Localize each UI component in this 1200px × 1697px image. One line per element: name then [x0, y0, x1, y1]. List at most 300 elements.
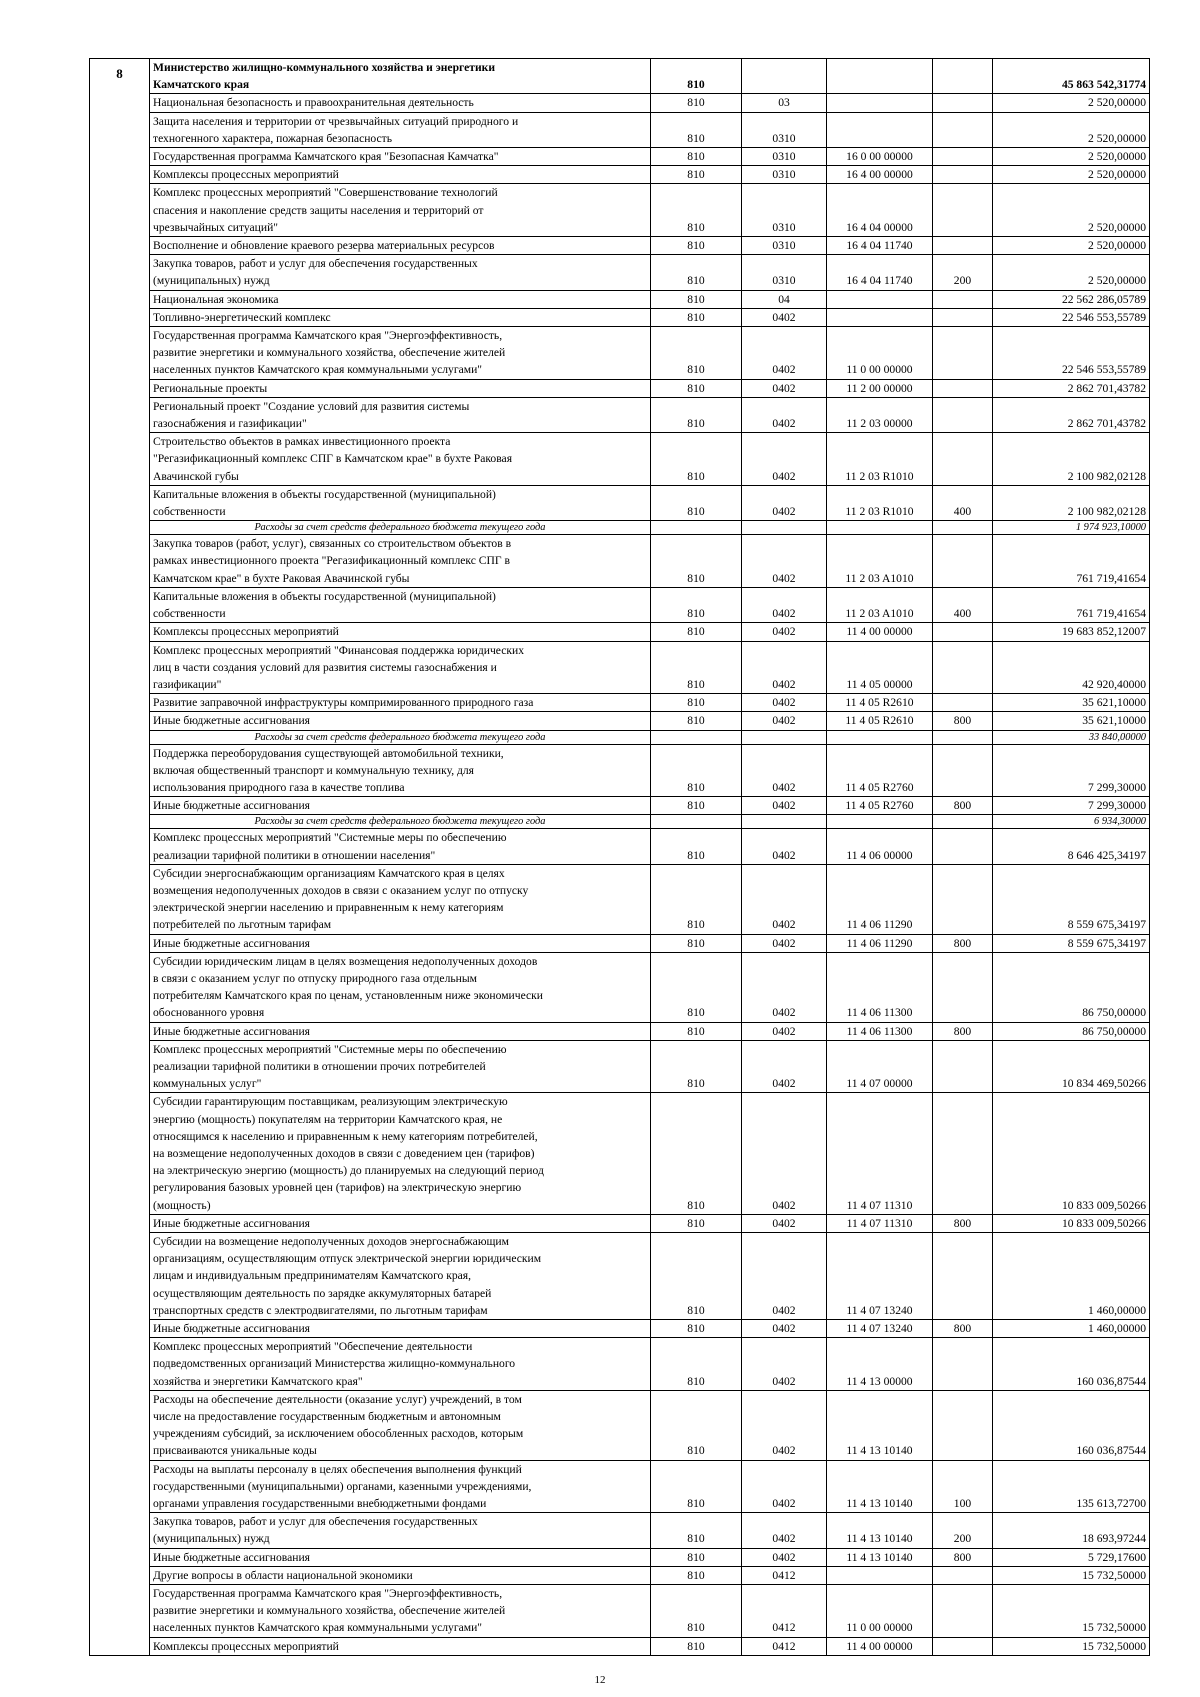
- expense-type-cell: 800: [933, 797, 993, 815]
- target-article-cell: [827, 815, 933, 829]
- ved-cell: 810: [651, 290, 742, 308]
- expense-type-cell: [933, 1566, 993, 1584]
- item-name-cell: Комплекс процессных мероприятий "Системные меры по обеспечению реализации тарифной политики в отношении населения": [150, 829, 651, 864]
- target-article-cell: 11 0 00 00000: [827, 1585, 933, 1638]
- amount-cell: 2 520,00000: [993, 237, 1150, 255]
- ved-cell: 810: [651, 1040, 742, 1093]
- expense-type-cell: 200: [933, 1513, 993, 1548]
- target-article-cell: 16 4 04 00000: [827, 184, 933, 237]
- ved-cell: 810: [651, 1093, 742, 1214]
- item-name-cell: Иные бюджетные ассигнования: [150, 1548, 651, 1566]
- section-cell: 0402: [742, 934, 827, 952]
- expense-type-cell: [933, 744, 993, 797]
- amount-cell: 5 729,17600: [993, 1548, 1150, 1566]
- section-cell: 0402: [742, 379, 827, 397]
- section-cell: [742, 815, 827, 829]
- table-row: [90, 829, 1150, 864]
- target-article-cell: 16 4 04 11740: [827, 237, 933, 255]
- ved-cell: 810: [651, 94, 742, 112]
- table-row: [90, 1566, 1150, 1584]
- section-cell: 0402: [742, 485, 827, 520]
- item-name-cell: Комплексы процессных мероприятий: [150, 623, 651, 641]
- item-name-cell: Другие вопросы в области национальной экономики: [150, 1566, 651, 1584]
- table-row: [90, 1585, 1150, 1638]
- ved-cell: 810: [651, 623, 742, 641]
- section-number: 8: [90, 59, 150, 1656]
- amount-cell: 2 520,00000: [993, 166, 1150, 184]
- expense-type-cell: [933, 535, 993, 588]
- expense-type-cell: 800: [933, 934, 993, 952]
- amount-cell: 8 646 425,34197: [993, 829, 1150, 864]
- expense-type-cell: [933, 1585, 993, 1638]
- section-cell: 0310: [742, 255, 827, 290]
- target-article-cell: [827, 730, 933, 744]
- item-name-cell: Закупка товаров (работ, услуг), связанных со строительством объектов в рамках инвестиционного проекта "Регазификационный комплекс СПГ в Камчатском крае" в бухте Раковая Авачинской губы: [150, 535, 651, 588]
- table-row: [90, 712, 1150, 730]
- item-name-cell: Субсидии юридическим лицам в целях возмещения недополученных доходов в связи с оказанием услуг по отпуску природного газа отдельным потребителям Камчатского края по ценам, установленным ниже экономически обоснованного уровня: [150, 952, 651, 1022]
- target-article-cell: [827, 59, 933, 94]
- federal-funds-row: [90, 815, 1150, 829]
- table-row: [90, 1513, 1150, 1548]
- item-name-cell: Комплекс процессных мероприятий "Обеспечение деятельности подведомственных организаций Министерства жилищно-коммунального хозяйства и энергетики Камчатского края": [150, 1338, 651, 1391]
- section-cell: 0310: [742, 184, 827, 237]
- section-cell: 0402: [742, 535, 827, 588]
- section-cell: 0402: [742, 797, 827, 815]
- table-row: [90, 485, 1150, 520]
- amount-cell: 15 732,50000: [993, 1566, 1150, 1584]
- section-cell: 0402: [742, 641, 827, 694]
- target-article-cell: [827, 112, 933, 147]
- ved-cell: 810: [651, 327, 742, 380]
- target-article-cell: [827, 521, 933, 535]
- table-row: [90, 623, 1150, 641]
- section-cell: 0412: [742, 1585, 827, 1638]
- expense-type-cell: [933, 308, 993, 326]
- section-cell: 0402: [742, 1214, 827, 1232]
- item-name-cell: Региональные проекты: [150, 379, 651, 397]
- ved-cell: 810: [651, 1338, 742, 1391]
- section-cell: 0412: [742, 1637, 827, 1655]
- ved-cell: 810: [651, 1233, 742, 1320]
- expense-type-cell: [933, 730, 993, 744]
- section-cell: 0402: [742, 433, 827, 486]
- amount-cell: 22 546 553,55789: [993, 308, 1150, 326]
- amount-cell: 22 562 286,05789: [993, 290, 1150, 308]
- target-article-cell: 11 4 07 13240: [827, 1233, 933, 1320]
- ved-cell: 810: [651, 379, 742, 397]
- section-cell: 03: [742, 94, 827, 112]
- expense-type-cell: [933, 815, 993, 829]
- expense-type-cell: 800: [933, 1548, 993, 1566]
- target-article-cell: 11 4 13 10140: [827, 1390, 933, 1460]
- expense-type-cell: 400: [933, 587, 993, 622]
- target-article-cell: 11 4 00 00000: [827, 623, 933, 641]
- table-row: [90, 433, 1150, 486]
- target-article-cell: 11 4 07 00000: [827, 1040, 933, 1093]
- table-row: [90, 184, 1150, 237]
- amount-cell: 33 840,00000: [993, 730, 1150, 744]
- section-cell: 0402: [742, 327, 827, 380]
- expense-type-cell: 800: [933, 712, 993, 730]
- target-article-cell: 11 4 06 00000: [827, 829, 933, 864]
- item-name-cell: Расходы на обеспечение деятельности (оказание услуг) учреждений, в том числе на предоставление государственным бюджетным и автономным учреждениям субсидий, за исключением обособленных расходов, которым присваиваются уникальные коды: [150, 1390, 651, 1460]
- amount-cell: 45 863 542,31774: [993, 59, 1150, 94]
- table-row: [90, 535, 1150, 588]
- amount-cell: 10 833 009,50266: [993, 1214, 1150, 1232]
- ved-cell: 810: [651, 535, 742, 588]
- table-row: [90, 112, 1150, 147]
- section-cell: [742, 521, 827, 535]
- item-name-cell: Государственная программа Камчатского края "Энергоэффективность, развитие энергетики и коммунального хозяйства, обеспечение жителей населенных пунктов Камчатского края коммунальными услугами": [150, 1585, 651, 1638]
- expense-type-cell: [933, 1093, 993, 1214]
- amount-cell: 2 520,00000: [993, 112, 1150, 147]
- item-name-cell: Комплексы процессных мероприятий: [150, 166, 651, 184]
- table-row: [90, 94, 1150, 112]
- amount-cell: 160 036,87544: [993, 1390, 1150, 1460]
- amount-cell: 6 934,30000: [993, 815, 1150, 829]
- ved-cell: 810: [651, 112, 742, 147]
- target-article-cell: 11 0 00 00000: [827, 327, 933, 380]
- amount-cell: 2 862 701,43782: [993, 397, 1150, 432]
- table-body: [90, 59, 1150, 1656]
- item-name-cell: Иные бюджетные ассигнования: [150, 712, 651, 730]
- table-row: [90, 290, 1150, 308]
- target-article-cell: 11 4 05 R2610: [827, 694, 933, 712]
- item-name-cell: Топливно-энергетический комплекс: [150, 308, 651, 326]
- item-name-cell: Национальная безопасность и правоохранительная деятельность: [150, 94, 651, 112]
- target-article-cell: 11 2 03 R1010: [827, 485, 933, 520]
- item-name-cell: Иные бюджетные ассигнования: [150, 1320, 651, 1338]
- expense-type-cell: [933, 290, 993, 308]
- table-row: [90, 1460, 1150, 1513]
- table-row: [90, 797, 1150, 815]
- target-article-cell: 11 4 05 R2610: [827, 712, 933, 730]
- expense-type-cell: [933, 1338, 993, 1391]
- expense-type-cell: [933, 148, 993, 166]
- ved-cell: 810: [651, 397, 742, 432]
- section-cell: 0402: [742, 1320, 827, 1338]
- item-name-cell: Закупка товаров, работ и услуг для обеспечения государственных (муниципальных) нужд: [150, 255, 651, 290]
- section-cell: 0402: [742, 864, 827, 934]
- item-name-cell: Капитальные вложения в объекты государственной (муниципальной) собственности: [150, 485, 651, 520]
- amount-cell: 35 621,10000: [993, 712, 1150, 730]
- item-name-cell: Расходы за счет средств федерального бюджета текущего года: [150, 521, 651, 535]
- section-cell: 0310: [742, 166, 827, 184]
- expense-type-cell: [933, 397, 993, 432]
- target-article-cell: 11 4 06 11300: [827, 1022, 933, 1040]
- section-cell: 0402: [742, 397, 827, 432]
- target-article-cell: 16 4 04 11740: [827, 255, 933, 290]
- amount-cell: 1 460,00000: [993, 1233, 1150, 1320]
- section-cell: 0402: [742, 1233, 827, 1320]
- ved-cell: 810: [651, 433, 742, 486]
- target-article-cell: [827, 1566, 933, 1584]
- item-name-cell: Комплекс процессных мероприятий "Системные меры по обеспечению реализации тарифной политики в отношении прочих потребителей коммунальных услуг": [150, 1040, 651, 1093]
- amount-cell: 42 920,40000: [993, 641, 1150, 694]
- table-row: [90, 59, 1150, 94]
- expense-type-cell: [933, 952, 993, 1022]
- ved-cell: 810: [651, 184, 742, 237]
- table-row: [90, 864, 1150, 934]
- amount-cell: 15 732,50000: [993, 1637, 1150, 1655]
- amount-cell: 15 732,50000: [993, 1585, 1150, 1638]
- ved-cell: 810: [651, 148, 742, 166]
- expense-type-cell: 100: [933, 1460, 993, 1513]
- amount-cell: 86 750,00000: [993, 952, 1150, 1022]
- section-cell: 0402: [742, 829, 827, 864]
- table-row: [90, 166, 1150, 184]
- amount-cell: 7 299,30000: [993, 797, 1150, 815]
- table-row: [90, 255, 1150, 290]
- section-cell: 0310: [742, 112, 827, 147]
- ved-cell: 810: [651, 952, 742, 1022]
- table-row: [90, 1320, 1150, 1338]
- target-article-cell: 11 4 05 R2760: [827, 744, 933, 797]
- target-article-cell: 11 4 05 00000: [827, 641, 933, 694]
- section-cell: 0402: [742, 1040, 827, 1093]
- table-row: [90, 379, 1150, 397]
- expense-type-cell: [933, 166, 993, 184]
- table-row: [90, 397, 1150, 432]
- ved-cell: 810: [651, 797, 742, 815]
- expense-type-cell: [933, 829, 993, 864]
- table-row: [90, 1390, 1150, 1460]
- target-article-cell: 11 4 07 11310: [827, 1093, 933, 1214]
- item-name-cell: Капитальные вложения в объекты государственной (муниципальной) собственности: [150, 587, 651, 622]
- target-article-cell: 11 2 03 A1010: [827, 535, 933, 588]
- target-article-cell: 11 4 00 00000: [827, 1637, 933, 1655]
- expense-type-cell: 800: [933, 1022, 993, 1040]
- ved-cell: 810: [651, 59, 742, 94]
- item-name-cell: Комплексы процессных мероприятий: [150, 1637, 651, 1655]
- item-name-cell: Закупка товаров, работ и услуг для обеспечения государственных (муниципальных) нужд: [150, 1513, 651, 1548]
- item-name-cell: Развитие заправочной инфраструктуры компримированного природного газа: [150, 694, 651, 712]
- amount-cell: 761 719,41654: [993, 535, 1150, 588]
- federal-funds-row: [90, 730, 1150, 744]
- target-article-cell: [827, 290, 933, 308]
- target-article-cell: 11 2 03 A1010: [827, 587, 933, 622]
- target-article-cell: 11 2 00 00000: [827, 379, 933, 397]
- ved-cell: 810: [651, 744, 742, 797]
- section-cell: 0402: [742, 694, 827, 712]
- section-cell: 0402: [742, 587, 827, 622]
- section-cell: 0310: [742, 148, 827, 166]
- expense-type-cell: [933, 433, 993, 486]
- ved-cell: 810: [651, 829, 742, 864]
- expense-type-cell: [933, 327, 993, 380]
- amount-cell: 86 750,00000: [993, 1022, 1150, 1040]
- item-name-cell: Иные бюджетные ассигнования: [150, 934, 651, 952]
- ved-cell: 810: [651, 712, 742, 730]
- amount-cell: 22 546 553,55789: [993, 327, 1150, 380]
- expense-type-cell: 800: [933, 1320, 993, 1338]
- table-row: [90, 1548, 1150, 1566]
- section-cell: 0402: [742, 744, 827, 797]
- item-name-cell: Региональный проект "Создание условий для развития системы газоснабжения и газификации": [150, 397, 651, 432]
- section-cell: 0402: [742, 1390, 827, 1460]
- target-article-cell: 11 2 03 00000: [827, 397, 933, 432]
- item-name-cell: Расходы на выплаты персоналу в целях обеспечения выполнения функций государственными (муниципальными) органами, казенными учреждениями, органами управления государственными внебюджетными фондами: [150, 1460, 651, 1513]
- target-article-cell: [827, 308, 933, 326]
- amount-cell: 35 621,10000: [993, 694, 1150, 712]
- ved-cell: 810: [651, 1548, 742, 1566]
- item-name-cell: Расходы за счет средств федерального бюджета текущего года: [150, 815, 651, 829]
- amount-cell: 8 559 675,34197: [993, 864, 1150, 934]
- expense-type-cell: 400: [933, 485, 993, 520]
- ved-cell: 810: [651, 1637, 742, 1655]
- ved-cell: 810: [651, 1566, 742, 1584]
- section-cell: [742, 730, 827, 744]
- amount-cell: 18 693,97244: [993, 1513, 1150, 1548]
- item-name-cell: Комплекс процессных мероприятий "Финансовая поддержка юридических лиц в части создания условий для развития системы газоснабжения и газификации": [150, 641, 651, 694]
- expense-type-cell: [933, 184, 993, 237]
- table-row: [90, 934, 1150, 952]
- expense-type-cell: [933, 641, 993, 694]
- target-article-cell: 11 4 05 R2760: [827, 797, 933, 815]
- amount-cell: 2 520,00000: [993, 148, 1150, 166]
- section-cell: 0402: [742, 712, 827, 730]
- amount-cell: 8 559 675,34197: [993, 934, 1150, 952]
- expense-type-cell: 800: [933, 1214, 993, 1232]
- amount-cell: 761 719,41654: [993, 587, 1150, 622]
- target-article-cell: 16 4 00 00000: [827, 166, 933, 184]
- target-article-cell: 11 4 07 11310: [827, 1214, 933, 1232]
- item-name-cell: Защита населения и территории от чрезвычайных ситуаций природного и техногенного характера, пожарная безопасность: [150, 112, 651, 147]
- table-row: [90, 1338, 1150, 1391]
- item-name-cell: Национальная экономика: [150, 290, 651, 308]
- expense-type-cell: [933, 1637, 993, 1655]
- item-name-cell: Строительство объектов в рамках инвестиционного проекта "Регазификационный комплекс СПГ в Камчатском крае" в бухте Раковая Авачинской губы: [150, 433, 651, 486]
- ved-cell: 810: [651, 1513, 742, 1548]
- ved-cell: 810: [651, 864, 742, 934]
- federal-funds-row: [90, 521, 1150, 535]
- ved-cell: 810: [651, 1022, 742, 1040]
- expense-type-cell: [933, 237, 993, 255]
- target-article-cell: 11 4 13 10140: [827, 1548, 933, 1566]
- section-cell: 0402: [742, 1022, 827, 1040]
- table-row: [90, 308, 1150, 326]
- ved-cell: 810: [651, 587, 742, 622]
- expense-type-cell: [933, 1390, 993, 1460]
- section-cell: 04: [742, 290, 827, 308]
- table-row: [90, 237, 1150, 255]
- table-row: [90, 587, 1150, 622]
- expense-type-cell: 200: [933, 255, 993, 290]
- item-name-cell: Иные бюджетные ассигнования: [150, 1214, 651, 1232]
- expense-type-cell: [933, 623, 993, 641]
- ved-cell: 810: [651, 166, 742, 184]
- ved-cell: 810: [651, 641, 742, 694]
- ved-cell: 810: [651, 255, 742, 290]
- amount-cell: 2 520,00000: [993, 94, 1150, 112]
- expense-type-cell: [933, 94, 993, 112]
- item-name-cell: Поддержка переоборудования существующей автомобильной техники, включая общественный транспорт и коммунальную технику, для использования природного газа в качестве топлива: [150, 744, 651, 797]
- item-name-cell: Восполнение и обновление краевого резерва материальных ресурсов: [150, 237, 651, 255]
- amount-cell: 1 974 923,10000: [993, 521, 1150, 535]
- amount-cell: 135 613,72700: [993, 1460, 1150, 1513]
- amount-cell: 7 299,30000: [993, 744, 1150, 797]
- item-name-cell: Государственная программа Камчатского края "Энергоэффективность, развитие энергетики и коммунального хозяйства, обеспечение жителей населенных пунктов Камчатского края коммунальными услугами": [150, 327, 651, 380]
- item-name-cell: Министерство жилищно-коммунального хозяйства и энергетики Камчатского края: [150, 59, 651, 94]
- amount-cell: 2 520,00000: [993, 184, 1150, 237]
- section-cell: 0412: [742, 1566, 827, 1584]
- amount-cell: 10 834 469,50266: [993, 1040, 1150, 1093]
- amount-cell: 2 100 982,02128: [993, 433, 1150, 486]
- section-cell: 0402: [742, 1548, 827, 1566]
- ved-cell: 810: [651, 1214, 742, 1232]
- target-article-cell: 11 4 06 11300: [827, 952, 933, 1022]
- section-cell: 0402: [742, 1093, 827, 1214]
- table-row: [90, 1214, 1150, 1232]
- ved-cell: 810: [651, 237, 742, 255]
- expense-type-cell: [933, 521, 993, 535]
- ved-cell: 810: [651, 1585, 742, 1638]
- section-cell: 0402: [742, 1338, 827, 1391]
- section-cell: 0402: [742, 308, 827, 326]
- item-name-cell: Субсидии гарантирующим поставщикам, реализующим электрическую энергию (мощность) покупателям на территории Камчатского края, не относящимся к населению и приравненным к нему категориям потребителей, на возмещение недополученных доходов в связи с доведением цен (тарифов) на электрическую энергию (мощность) до планируемых на следующий период регулирования базовых уровней цен (тарифов) на электрическую энергию (мощность): [150, 1093, 651, 1214]
- table-row: [90, 148, 1150, 166]
- table-row: [90, 1637, 1150, 1655]
- amount-cell: 19 683 852,12007: [993, 623, 1150, 641]
- amount-cell: 160 036,87544: [993, 1338, 1150, 1391]
- table-row: [90, 952, 1150, 1022]
- amount-cell: 10 833 009,50266: [993, 1093, 1150, 1214]
- expense-type-cell: [933, 1233, 993, 1320]
- section-cell: 0402: [742, 952, 827, 1022]
- expense-type-cell: [933, 694, 993, 712]
- table-row: [90, 641, 1150, 694]
- target-article-cell: 11 2 03 R1010: [827, 433, 933, 486]
- target-article-cell: [827, 94, 933, 112]
- target-article-cell: 11 4 06 11290: [827, 864, 933, 934]
- target-article-cell: 11 4 13 00000: [827, 1338, 933, 1391]
- item-name-cell: Государственная программа Камчатского края "Безопасная Камчатка": [150, 148, 651, 166]
- table-row: [90, 1022, 1150, 1040]
- item-name-cell: Комплекс процессных мероприятий "Совершенствование технологий спасения и накопление средств защиты населения и территорий от чрезвычайных ситуаций": [150, 184, 651, 237]
- table-row: [90, 744, 1150, 797]
- item-name-cell: Иные бюджетные ассигнования: [150, 1022, 651, 1040]
- target-article-cell: 11 4 07 13240: [827, 1320, 933, 1338]
- table-row: [90, 1040, 1150, 1093]
- section-cell: 0310: [742, 237, 827, 255]
- table-row: [90, 327, 1150, 380]
- ved-cell: 810: [651, 1390, 742, 1460]
- section-cell: 0402: [742, 1460, 827, 1513]
- ved-cell: 810: [651, 694, 742, 712]
- section-cell: [742, 59, 827, 94]
- amount-cell: 1 460,00000: [993, 1320, 1150, 1338]
- page-number: 12: [594, 1674, 606, 1686]
- expense-type-cell: [933, 59, 993, 94]
- target-article-cell: 11 4 06 11290: [827, 934, 933, 952]
- ved-cell: [651, 521, 742, 535]
- item-name-cell: Расходы за счет средств федерального бюджета текущего года: [150, 730, 651, 744]
- item-name-cell: Субсидии на возмещение недополученных доходов энергоснабжающим организациям, осуществляющим отпуск электрической энергии юридическим лицам и индивидуальным предпринимателям Камчатского края, осуществляющим деятельность по зарядке аккумуляторных батарей транспортных средств с электродвигателями, по льготным тарифам: [150, 1233, 651, 1320]
- ved-cell: [651, 730, 742, 744]
- ved-cell: 810: [651, 485, 742, 520]
- expense-type-cell: [933, 1040, 993, 1093]
- amount-cell: 2 862 701,43782: [993, 379, 1150, 397]
- ved-cell: [651, 815, 742, 829]
- expense-type-cell: [933, 112, 993, 147]
- section-cell: 0402: [742, 623, 827, 641]
- target-article-cell: 16 0 00 00000: [827, 148, 933, 166]
- target-article-cell: 11 4 13 10140: [827, 1513, 933, 1548]
- amount-cell: 2 520,00000: [993, 255, 1150, 290]
- table-row: [90, 1093, 1150, 1214]
- ved-cell: 810: [651, 934, 742, 952]
- section-cell: 0402: [742, 1513, 827, 1548]
